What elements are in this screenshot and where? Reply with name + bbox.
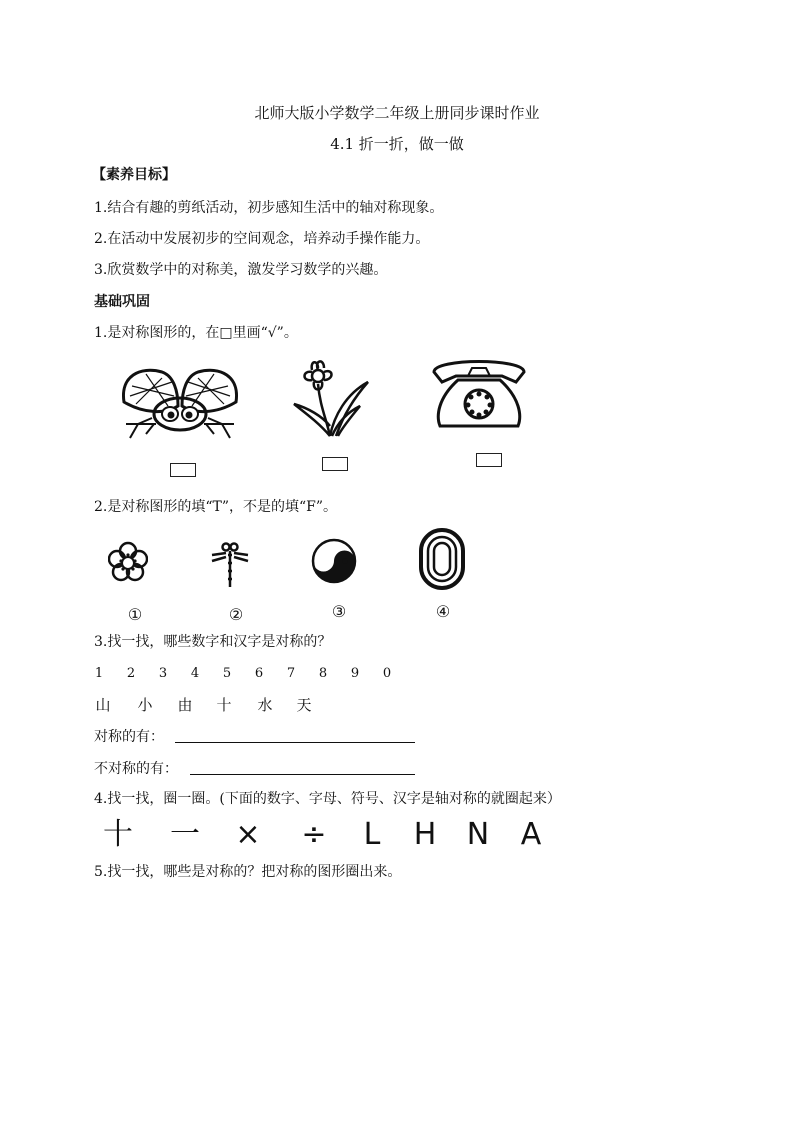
digit: 0 [382, 666, 392, 681]
track-icon [418, 527, 466, 591]
bug-icon [116, 362, 244, 442]
yin-yang-icon [311, 538, 357, 584]
symbol-letter-h[interactable]: H [413, 817, 437, 852]
label-3: ③ [331, 602, 347, 621]
asymmetric-answer-line[interactable] [190, 774, 415, 775]
section-heading: 基础巩固 [94, 294, 150, 310]
goal-item: 1.结合有趣的剪纸活动，初步感知生活中的轴对称现象。 [94, 200, 444, 216]
symbol-plus-chinese[interactable]: 十 [103, 817, 133, 852]
label-4: ④ [435, 602, 451, 621]
answer-box-bug[interactable] [170, 463, 196, 477]
question-1: 1.是对称图形的，在□里画“√”。 [94, 325, 298, 341]
digit: 7 [286, 666, 296, 681]
symbol-letter-a[interactable]: A [520, 817, 542, 852]
character: 天 [296, 696, 312, 714]
symbol-letter-l[interactable]: L [363, 817, 381, 852]
label-2: ② [228, 605, 244, 624]
digit: 1 [94, 666, 104, 681]
flower-icon [288, 356, 376, 440]
character: 由 [177, 696, 193, 714]
question-3: 3.找一找，哪些数字和汉字是对称的？ [94, 634, 332, 650]
symmetric-answer-line[interactable] [175, 742, 415, 743]
answer-box-telephone[interactable] [476, 453, 502, 467]
character: 小 [137, 696, 153, 714]
digit: 9 [350, 666, 360, 681]
question-4: 4.找一找，圈一圈。(下面的数字、字母、符号、汉字是轴对称的就圈起来） [94, 791, 561, 807]
symbol-times[interactable]: × [235, 817, 261, 852]
label-1: ① [127, 605, 143, 624]
symmetric-label: 对称的有： [94, 729, 164, 745]
question-5: 5.找一找，哪些是对称的？把对称的图形圈出来。 [94, 864, 402, 880]
telephone-icon [428, 350, 530, 430]
page-title: 北师大版小学数学二年级上册同步课时作业 [254, 104, 540, 122]
page-subtitle: 4.1 折一折，做一做 [330, 135, 464, 153]
asymmetric-label: 不对称的有： [94, 761, 178, 777]
plum-blossom-icon [108, 541, 148, 585]
dragonfly-icon [208, 541, 252, 591]
character: 十 [216, 696, 232, 714]
symbol-divide[interactable]: ÷ [301, 817, 327, 852]
answer-box-flower[interactable] [322, 457, 348, 471]
digit: 8 [318, 666, 328, 681]
digit: 5 [222, 666, 232, 681]
question-2: 2.是对称图形的填“T”，不是的填“F”。 [94, 499, 338, 515]
digit: 2 [126, 666, 136, 681]
digit: 3 [158, 666, 168, 681]
character: 山 [95, 696, 111, 714]
goal-item: 3.欣赏数学中的对称美，激发学习数学的兴趣。 [94, 262, 388, 278]
goal-item: 2.在活动中发展初步的空间观念，培养动手操作能力。 [94, 231, 430, 247]
symbol-letter-n[interactable]: N [466, 817, 490, 852]
digit: 4 [190, 666, 200, 681]
symbol-one-chinese[interactable]: 一 [170, 817, 200, 852]
character: 水 [257, 696, 273, 714]
digit: 6 [254, 666, 264, 681]
goals-heading: 【素养目标】 [92, 167, 176, 183]
